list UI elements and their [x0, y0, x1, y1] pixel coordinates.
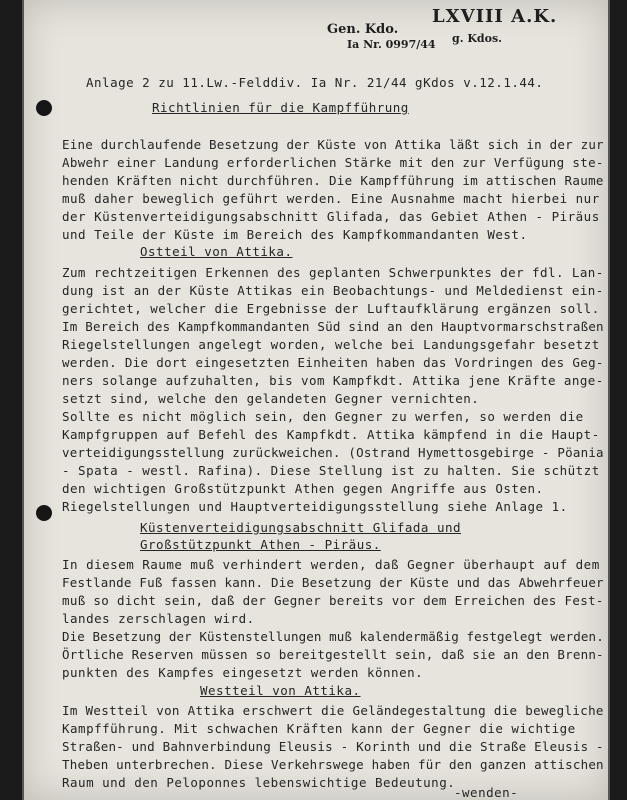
text-line: werden. Die dort eingesetzten Einheiten haben das Vordringen des Geg-	[62, 355, 604, 370]
page-left-edge	[22, 0, 24, 800]
text-line: muß so dicht sein, daß der Gegner bereits vor dem Erreichen des Fest-	[62, 593, 604, 608]
text-line: punkten des Kampfes eingesetzt werden können.	[62, 665, 424, 680]
text-line: setzt sind, welche den gelandeten Gegner vernichten.	[62, 391, 480, 406]
section-heading-athen: Großstützpunkt Athen - Piräus.	[140, 537, 381, 552]
text-line: Abwehr einer Landung erforderlichen Stärke mit den zur Verfügung ste-	[62, 155, 604, 170]
text-line: In diesem Raume muß verhindert werden, daß Gegner überhaupt auf dem	[62, 557, 600, 572]
punch-hole-top	[36, 100, 52, 116]
punch-hole-bottom	[36, 505, 52, 521]
text-line: Im Westteil von Attika erschwert die Geländegestaltung die bewegliche	[62, 703, 604, 718]
stamp-lxviii: LXVIII A.K.	[432, 6, 558, 27]
text-line: Kampfgruppen auf Befehl des Kampfkdt. Attika kämpfend in die Haupt-	[62, 427, 600, 442]
text-line: Örtliche Reserven müssen so bereitgestellt sein, daß sie an den Brenn-	[62, 647, 604, 662]
stamp-ia-nr: Ia Nr. 0997/44	[347, 38, 436, 51]
text-line: dung ist an der Küste Attikas ein Beobachtungs- und Meldedienst ein-	[62, 283, 604, 298]
text-line: gerichtet, welcher die Ergebnisse der Luftaufklärung ergänzen soll.	[62, 301, 600, 316]
text-line: Die Besetzung der Küstenstellungen muß kalendermäßig festgelegt werden.	[62, 629, 604, 644]
text-line: verteidigungsstellung zurückweichen. (Ostrand Hymettosgebirge - Pöania	[62, 445, 604, 460]
text-line: Zum rechtzeitigen Erkennen des geplanten Schwerpunktes der fdl. Lan-	[62, 265, 604, 280]
text-line: Riegelstellungen angelegt worden, welche bei Landungsgefahr besetzt	[62, 337, 600, 352]
text-line: den wichtigen Großstützpunkt Athen gegen Angriffe aus Osten.	[62, 481, 544, 496]
text-line: henden Kräften nicht durchführen. Die Kampfführung im attischen Raume	[62, 173, 604, 188]
text-line: Im Bereich des Kampfkommandanten Süd sind an den Hauptvormarschstraßen	[62, 319, 604, 334]
section-heading-ostteil: Ostteil von Attika.	[140, 244, 293, 259]
text-line: der Küstenverteidigungsabschnitt Glifada, das Gebiet Athen - Piräus	[62, 209, 600, 224]
text-line: Festlande Fuß fassen kann. Die Besetzung der Küste und das Abwehrfeuer	[62, 575, 604, 590]
text-line: - Spata - westl. Rafina). Diese Stellung ist zu halten. Sie schützt	[62, 463, 600, 478]
document-page	[22, 0, 610, 800]
stamp-gen-kdo: Gen. Kdo.	[327, 22, 399, 37]
text-line: landes zerschlagen wird.	[62, 611, 255, 626]
reference-line: Anlage 2 zu 11.Lw.-Felddiv. Ia Nr. 21/44 gKdos v.12.1.44.	[86, 75, 544, 90]
page-right-edge	[608, 0, 610, 800]
section-heading-glifada: Küstenverteidigungsabschnitt Glifada und	[140, 520, 462, 535]
section-heading-westteil: Westteil von Attika.	[200, 683, 361, 698]
text-line: und Teile der Küste im Bereich des Kampfkommandanten West.	[62, 227, 528, 242]
text-line: Eine durchlaufende Besetzung der Küste von Attika läßt sich in der zur	[62, 137, 604, 152]
text-line: ners solange aufzuhalten, bis vom Kampfkdt. Attika jene Kräfte ange-	[62, 373, 604, 388]
text-line: Riegelstellungen und Hauptverteidigungsstellung siehe Anlage 1.	[62, 499, 568, 514]
text-line: Theben unterbrechen. Diese Verkehrswege haben für den ganzen attischen	[62, 757, 604, 772]
text-line: Kampfführung. Mit schwachen Kräften kann der Gegner die wichtige	[62, 721, 576, 736]
text-line: Sollte es nicht möglich sein, den Gegner zu werfen, so werden die	[62, 409, 584, 424]
document-title: Richtlinien für die Kampfführung	[152, 100, 409, 115]
stamp-gkdos: g. Kdos.	[452, 32, 502, 45]
turn-page-note: -wenden-	[454, 785, 519, 800]
text-line: Straßen- und Bahnverbindung Eleusis - Korinth und die Straße Eleusis -	[62, 739, 604, 754]
text-line: Raum und den Peloponnes lebenswichtige Bedeutung.	[62, 775, 456, 790]
text-line: muß daher beweglich geführt werden. Eine Ausnahme macht hierbei nur	[62, 191, 600, 206]
